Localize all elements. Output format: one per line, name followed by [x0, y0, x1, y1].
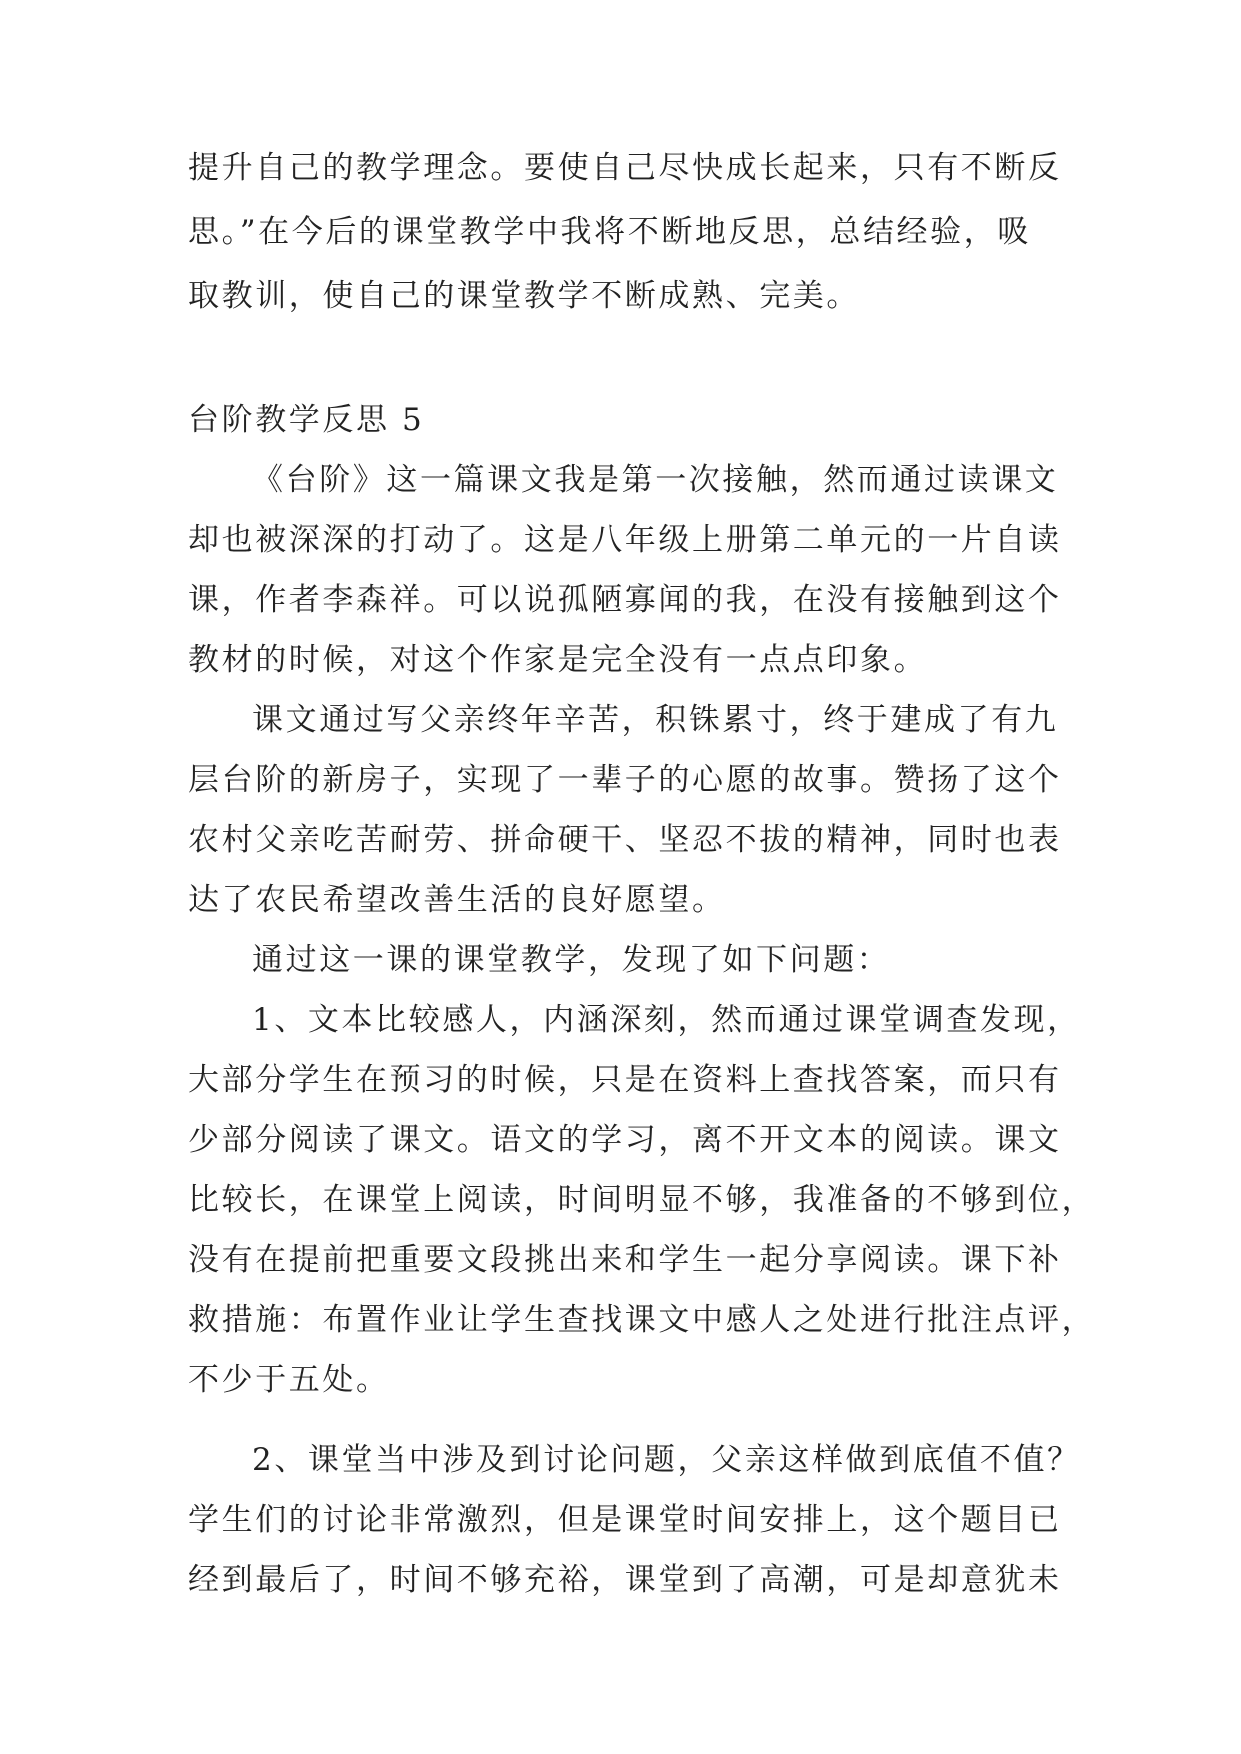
paragraph-line: 没有在提前把重要文段挑出来和学生一起分享阅读。课下补: [188, 1242, 1062, 1278]
paragraph-line: 比较长，在课堂上阅读，时间明显不够，我准备的不够到位，: [188, 1182, 1096, 1218]
paragraph-line: 经到最后了，时间不够充裕，课堂到了高潮，可是却意犹未: [188, 1562, 1062, 1598]
paragraph-line: 教材的时候，对这个作家是完全没有一点点印象。: [188, 642, 928, 678]
paragraph-line: 大部分学生在预习的时候，只是在资料上查找答案，而只有: [188, 1062, 1062, 1098]
paragraph-line: 层台阶的新房子，实现了一辈子的心愿的故事。赞扬了这个: [188, 762, 1062, 798]
paragraph-line: 却也被深深的打动了。这是八年级上册第二单元的一片自读: [188, 522, 1062, 558]
paragraph-line: 课文通过写父亲终年辛苦，积铢累寸，终于建成了有九: [252, 702, 1059, 738]
section-heading: 台阶教学反思 5: [188, 402, 425, 438]
paragraph-line: 达了农民希望改善生活的良好愿望。: [188, 882, 726, 918]
paragraph-line: 不少于五处。: [188, 1362, 390, 1398]
paragraph-line: 思。”在今后的课堂教学中我将不断地反思，总结经验，吸: [188, 214, 1031, 250]
paragraph-line: 提升自己的教学理念。要使自己尽快成长起来，只有不断反: [188, 150, 1062, 186]
paragraph-line: 通过这一课的课堂教学，发现了如下问题：: [252, 942, 891, 978]
paragraph-line: 农村父亲吃苦耐劳、拼命硬干、坚忍不拔的精神，同时也表: [188, 822, 1062, 858]
paragraph-line: 《台阶》这一篇课文我是第一次接触，然而通过读课文: [252, 462, 1059, 498]
paragraph-line: 少部分阅读了课文。语文的学习，离不开文本的阅读。课文: [188, 1122, 1062, 1158]
paragraph-line: 课，作者李森祥。可以说孤陋寡闻的我，在没有接触到这个: [188, 582, 1062, 618]
paragraph-line: 1、文本比较感人，内涵深刻，然而通过课堂调查发现，: [252, 1002, 1081, 1038]
paragraph-line: 学生们的讨论非常激烈，但是课堂时间安排上，这个题目已: [188, 1502, 1062, 1538]
paragraph-line: 救措施：布置作业让学生查找课文中感人之处进行批注点评，: [188, 1302, 1096, 1338]
paragraph-line: 取教训，使自己的课堂教学不断成熟、完美。: [188, 278, 860, 314]
paragraph-line: 2、课堂当中涉及到讨论问题，父亲这样做到底值不值？: [252, 1442, 1081, 1478]
